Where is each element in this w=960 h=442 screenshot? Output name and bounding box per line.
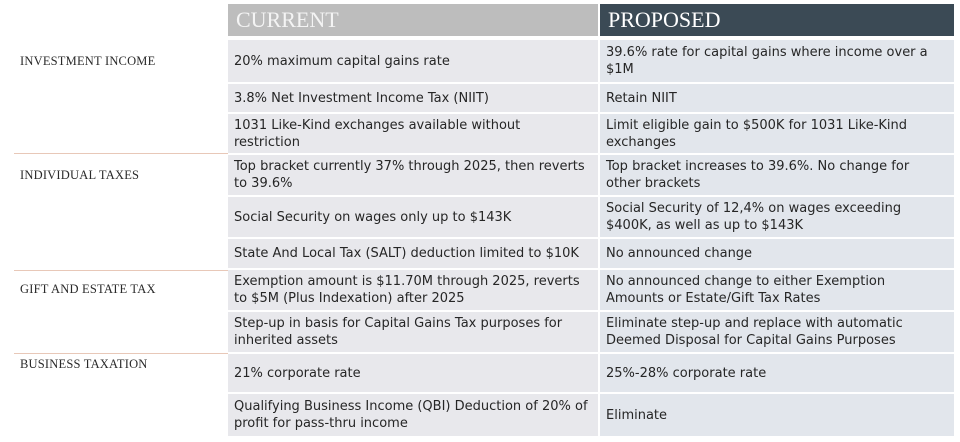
category-gift-and-estate-tax: GIFT AND ESTATE TAX (20, 282, 156, 296)
current-cell: Exemption amount is $11.70M through 2025, reverts to $5M (Plus Indexation) after 2025 (228, 270, 598, 310)
proposed-cell: Eliminate step-up and replace with automatic Deemed Disposal for Capital Gains Purposes (600, 312, 954, 352)
current-cell: 20% maximum capital gains rate (228, 40, 598, 82)
current-cell: Top bracket currently 37% through 2025, then reverts to 39.6% (228, 155, 598, 195)
current-cell: 1031 Like-Kind exchanges available without restriction (228, 114, 598, 153)
proposed-column-header: PROPOSED (600, 4, 954, 36)
proposed-cell: Retain NIIT (600, 84, 954, 112)
category-business-taxation: BUSINESS TAXATION (20, 357, 148, 371)
current-cell: Social Security on wages only up to $143K (228, 197, 598, 237)
category-divider (14, 270, 228, 271)
proposed-cell: 39.6% rate for capital gains where income over a $1M (600, 40, 954, 82)
current-cell: State And Local Tax (SALT) deduction limited to $10K (228, 239, 598, 268)
current-column-header: CURRENT (228, 4, 598, 36)
proposed-cell: Social Security of 12,4% on wages exceeding $400K, as well as up to $143K (600, 197, 954, 237)
category-investment-income: INVESTMENT INCOME (20, 54, 156, 68)
current-cell: 21% corporate rate (228, 354, 598, 392)
proposed-cell: No announced change to either Exemption Amounts or Estate/Gift Tax Rates (600, 270, 954, 310)
category-individual-taxes: INDIVIDUAL TAXES (20, 168, 140, 182)
current-cell: Qualifying Business Income (QBI) Deduction of 20% of profit for pass-thru income (228, 394, 598, 436)
current-cell: Step-up in basis for Capital Gains Tax purposes for inherited assets (228, 312, 598, 352)
category-divider (14, 153, 228, 154)
proposed-cell: Top bracket increases to 39.6%. No change for other brackets (600, 155, 954, 195)
proposed-cell: Eliminate (600, 394, 954, 436)
proposed-cell: 25%-28% corporate rate (600, 354, 954, 392)
current-cell: 3.8% Net Investment Income Tax (NIIT) (228, 84, 598, 112)
proposed-cell: No announced change (600, 239, 954, 268)
category-divider (14, 353, 228, 354)
proposed-cell: Limit eligible gain to $500K for 1031 Like-Kind exchanges (600, 114, 954, 153)
